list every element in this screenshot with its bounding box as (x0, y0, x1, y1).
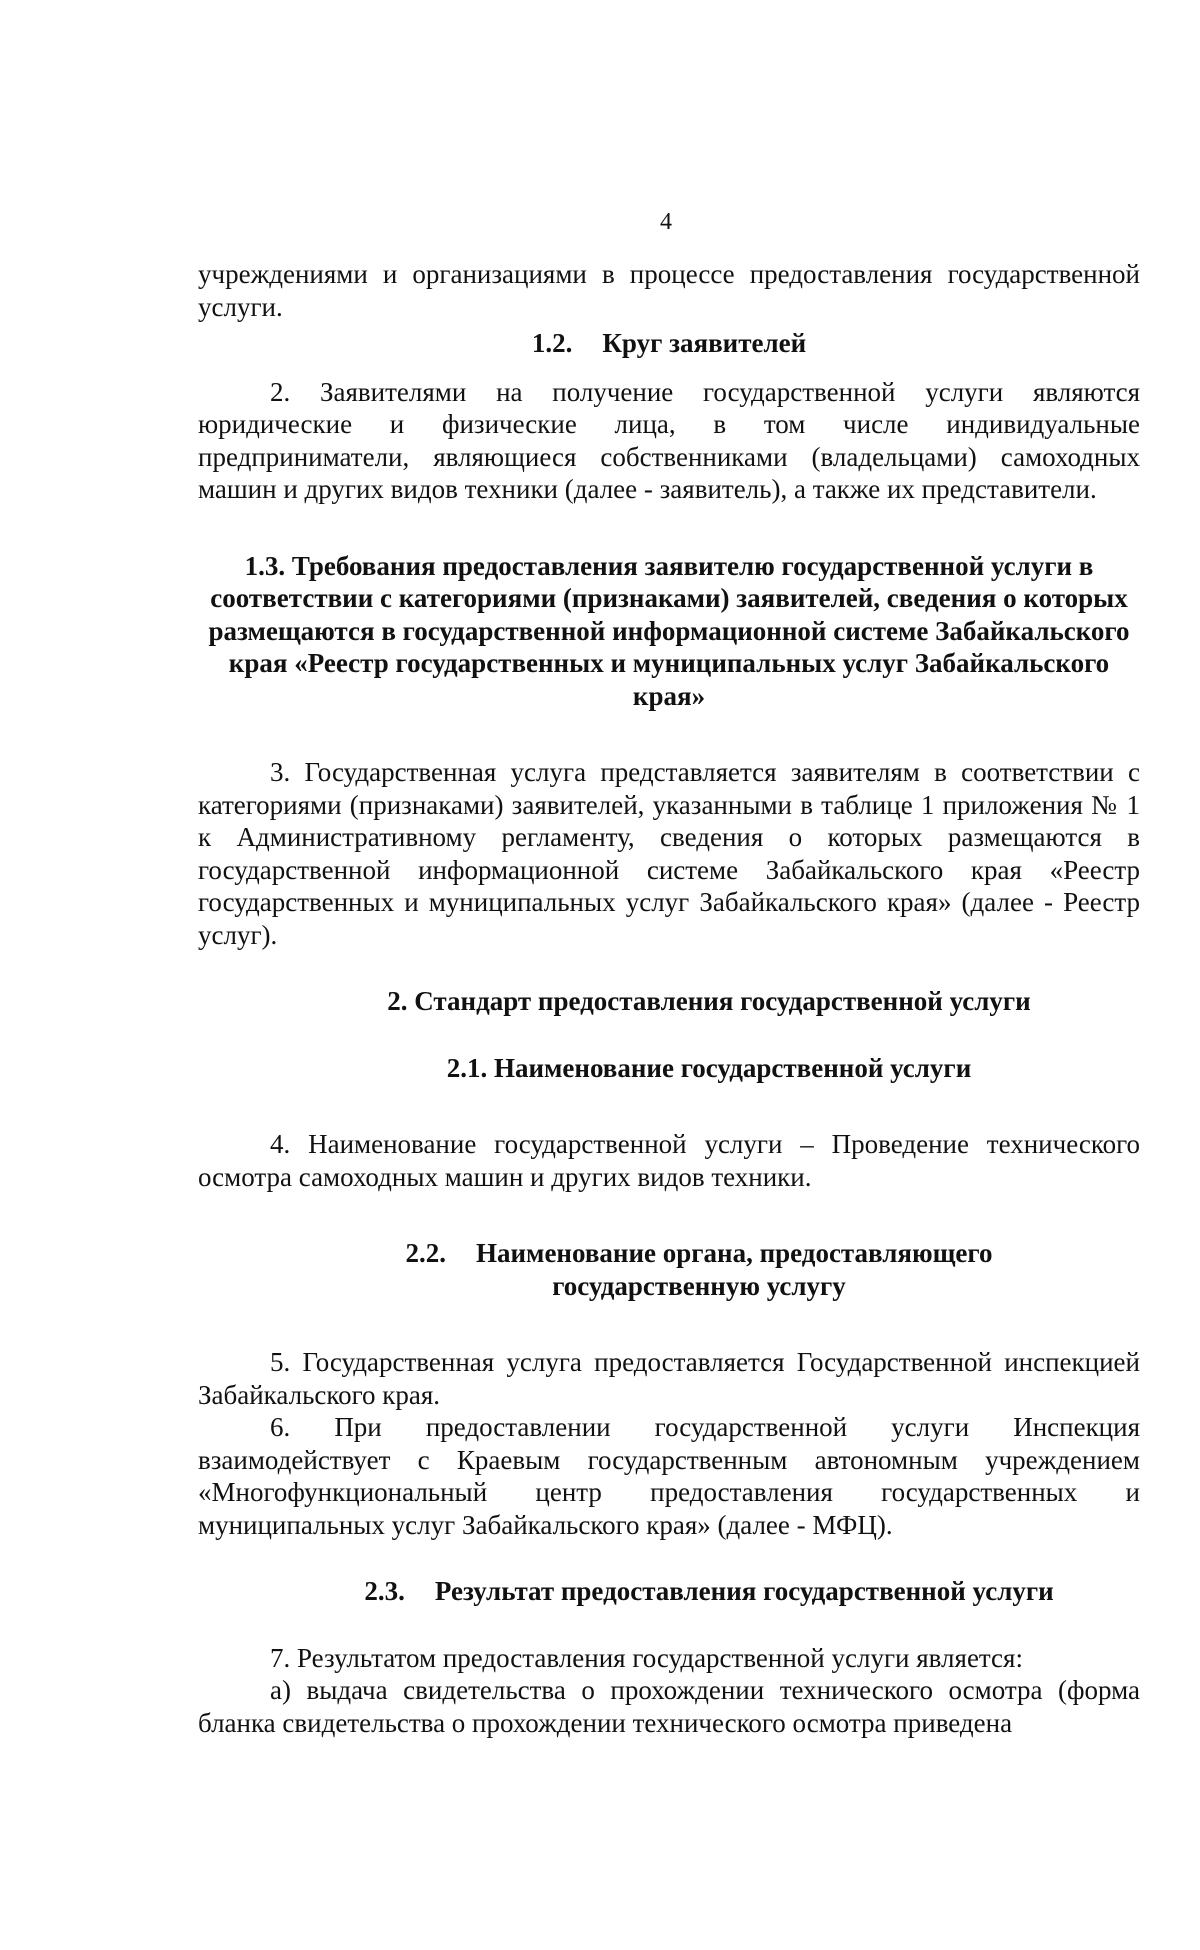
heading-2-3-number: 2.3. (364, 1576, 405, 1606)
paragraph-5: 5. Государственная услуга предоставляется Государственной инспекцией Забайкальского края. (198, 1347, 1140, 1410)
heading-1-2-number: 1.2. (531, 328, 573, 358)
heading-2-2-number: 2.2. (405, 1238, 446, 1268)
paragraph-2: 2. Заявителями на получение государственной услуги являются юридические и физические лица, в том числе индивидуальные предприниматели, являющиеся собственниками (владельцами) самоходных машин и других видов техники (далее - заявитель), а также их представители. (198, 376, 1140, 504)
paragraph-6: 6. При предоставлении государственной услуги Инспекция взаимодействует с Краевым государственным автономным учреждением «Многофункциональный центр предоставления государственных и муниципальных услуг Забайкальского края» (далее - МФЦ). (198, 1412, 1140, 1540)
heading-2-2 (198, 1237, 1140, 1302)
paragraph-3: 3. Государственная услуга представляется заявителям в соответствии с категориями (признаками) заявителей, указанными в таблице 1 приложения № 1 к Административному регламенту, сведения о которых размещаются в государственной информационной системе Забайкальского края «Реестр государственных и муниципальных услуг Забайкальского края» (далее - Реестр услуг). (198, 757, 1140, 950)
paragraph-4: 4. Наименование государственной услуги – Проведение технического осмотра самоходных машин и других видов техники. (198, 1129, 1140, 1192)
heading-2-3-title: Результат предоставления государственной услуги (434, 1576, 1054, 1606)
heading-2-3 (198, 1575, 1140, 1608)
heading-2: 2. Стандарт предоставления государственной услуги (387, 986, 1031, 1016)
heading-1-3: 1.3. Требования предоставления заявителю государственной услуги в соответствии с категориями (признаками) заявителей, сведения о которых размещаются в государственной информационной системе Забайкальского края «Реестр государственных и муниципальных услуг Забайкальского края» (208, 550, 1130, 711)
paragraph-7: 7. Результатом предоставления государственной услуги является: (270, 1642, 1023, 1673)
heading-1-2 (198, 327, 1140, 360)
document-body (198, 258, 1140, 1739)
heading-2-2-title: Наименование органа, предоставляющего государственную услугу (476, 1238, 993, 1301)
page-number: 4 (660, 209, 672, 235)
heading-1-2-title: Круг заявителей (602, 328, 807, 358)
paragraph-7a: а) выдача свидетельства о прохождении технического осмотра (форма бланка свидетельства о прохождении технического осмотра приведена (198, 1675, 1140, 1738)
heading-2-1: 2.1. Наименование государственной услуги (446, 1052, 972, 1083)
paragraph-intro: учреждениями и организациями в процессе предоставления государственной услуги. (198, 259, 1140, 322)
